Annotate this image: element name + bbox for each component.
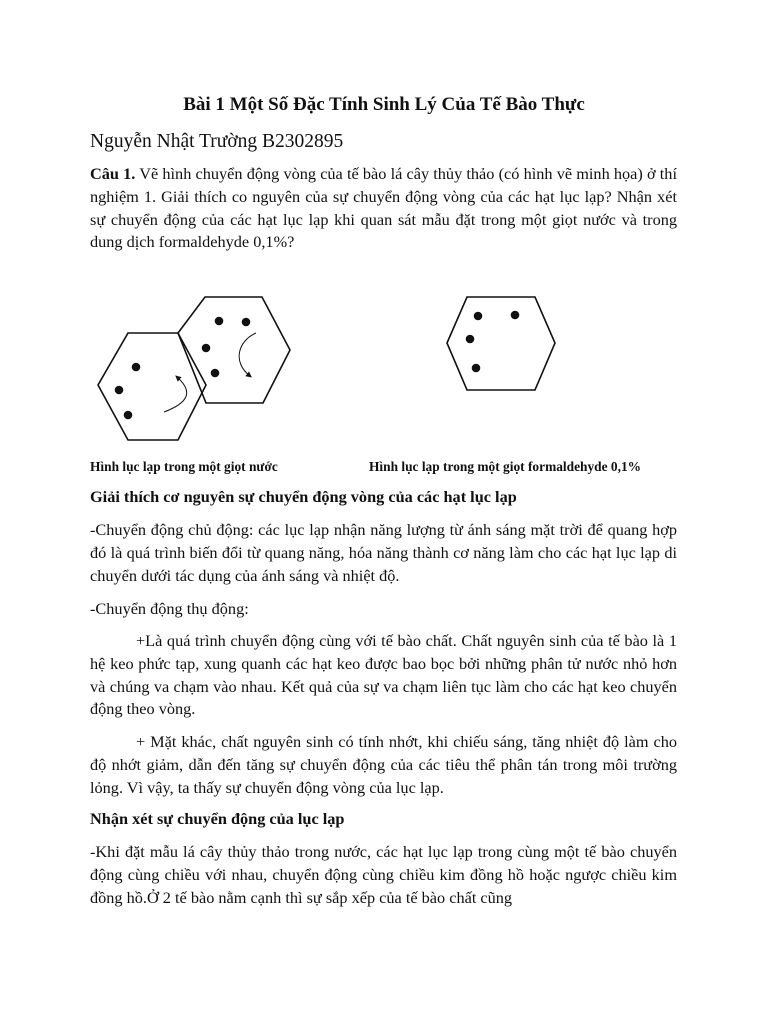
paragraph-passive-movement: -Chuyển động thụ động: xyxy=(90,599,249,618)
chloroplast-dot xyxy=(211,369,220,378)
paragraph-observation: -Khi đặt mẫu lá cây thủy thảo trong nước, các hạt lục lạp trong cùng một tế bào chuyển động cùng chiều với nhau, chuyển động cùng chiều kim đồng hồ hoặc ngược chiều kim đồng hồ.Ở 2 tế bào nằm cạnh thì sự sắp xếp của tế bào chất cũng xyxy=(90,842,677,907)
clockwise-arrow xyxy=(239,333,256,376)
paragraph-passive-point-1: +Là quá trình chuyển động cùng với tế bào chất. Chất nguyên sinh của tế bào là 1 hệ keo phức tạp, xung quanh các hạt keo được bao bọc bởi những phân tử nước nhỏ hơn và chúng va chạm vào nhau. Kết quả của sự va chạm liên tục làm cho các hạt keo chuyển động theo vòng. xyxy=(90,631,677,719)
section-heading-observation: Nhận xét sự chuyển động của lục lạp xyxy=(90,809,345,828)
paragraph-active-movement: -Chuyển động chủ động: các lục lạp nhận năng lượng từ ánh sáng mặt trời để quang hợp đó là quá trình biến đổi từ quang năng, hóa năng thành cơ năng làm cho các hạt lục lạp di chuyển dưới tác dụng của ánh sáng và nhiệt độ. xyxy=(90,520,677,585)
chloroplast-dot xyxy=(132,363,141,372)
chloroplast-dot xyxy=(511,311,520,320)
cell-left-lower xyxy=(98,333,206,440)
counterclockwise-arrow xyxy=(164,377,187,412)
document-title: Bài 1 Một Số Đặc Tính Sinh Lý Của Tế Bào Thực xyxy=(183,94,585,115)
chloroplast-dot xyxy=(466,335,475,344)
question-label: Câu 1. xyxy=(90,164,136,183)
figure-caption-formaldehyde: Hình lục lạp trong một giọt formaldehyde 0,1% xyxy=(369,459,642,474)
chloroplast-figures xyxy=(0,0,768,480)
figure-caption-water: Hình lục lạp trong một giọt nước xyxy=(90,459,278,474)
chloroplast-dot xyxy=(242,318,251,327)
chloroplast-dot xyxy=(472,364,481,373)
author-line: Nguyễn Nhật Trường B2302895 xyxy=(90,131,344,152)
cell-right xyxy=(447,297,555,390)
chloroplast-dot xyxy=(202,344,211,353)
paragraph-passive-point-2: + Mặt khác, chất nguyên sinh có tính nhớt, khi chiếu sáng, tăng nhiệt độ làm cho độ nhớt giảm, dẫn đến tăng sự chuyển động của các tiêu thể phân tán trong môi trường lỏng. Vì vậy, ta thấy sự chuyển động vòng của lục lạp. xyxy=(90,732,677,797)
chloroplast-dot xyxy=(474,312,483,321)
chloroplast-dot xyxy=(115,386,124,395)
section-heading-explanation: Giải thích cơ nguyên sự chuyển động vòng của các hạt lục lạp xyxy=(90,487,517,506)
question-text: Vẽ hình chuyển động vòng của tế bào lá cây thủy thảo (có hình vẽ minh họa) ở thí nghiệm 1. Giải thích co nguyên của sự chuyển động vòng của các hạt lục lạp? Nhận xét sự chuyển động của các hạt lục lạp khi quan sát mẫu đặt trong một giọt nước và trong dung dịch formaldehyde 0,1%? xyxy=(90,164,677,252)
chloroplast-dot xyxy=(215,317,224,326)
cell-left-upper xyxy=(178,297,290,403)
chloroplast-dot xyxy=(124,411,133,420)
